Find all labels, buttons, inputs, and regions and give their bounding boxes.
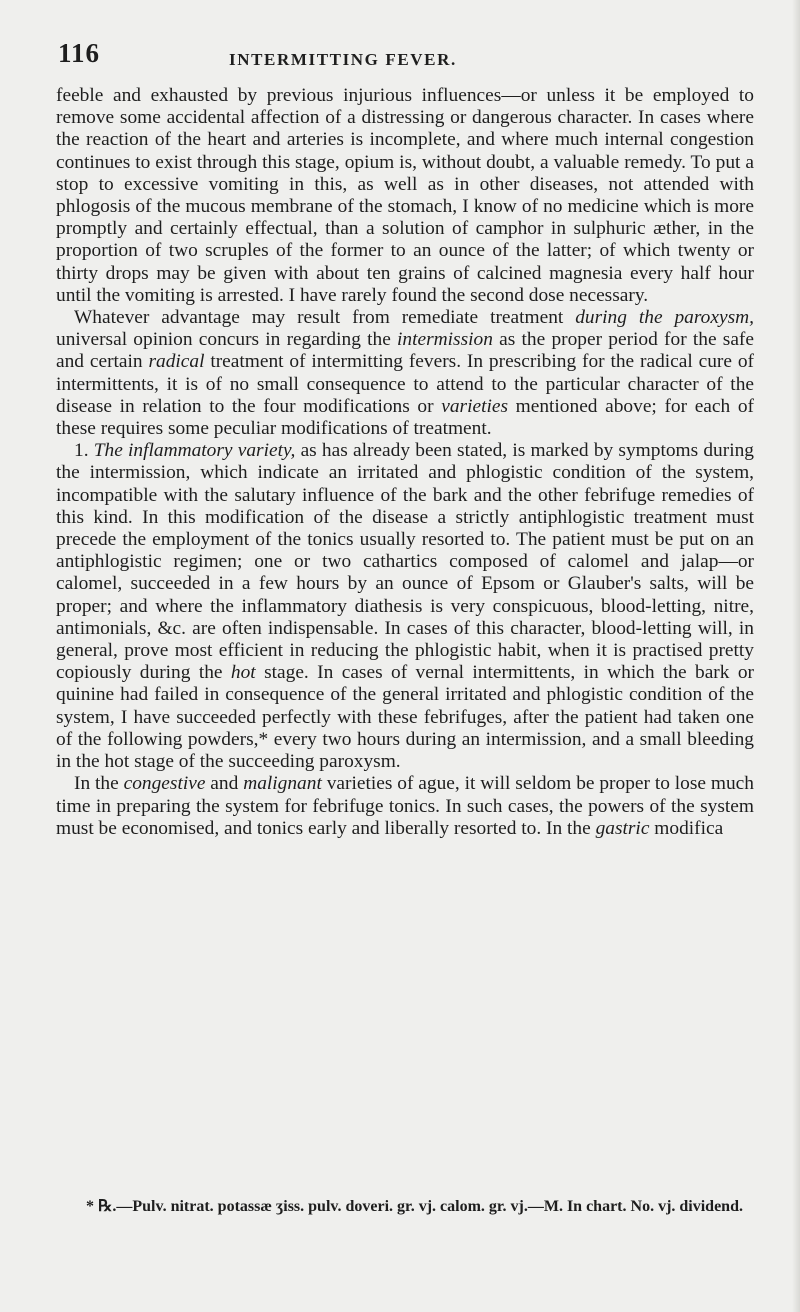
paragraph-1: feeble and exhausted by previous injurious influences—or unless it be employed to remove some accidental affection of a distressing or dangerous character. In cases where the reaction of the heart and arteries is incomplete, and where much internal congestion continues to exist through this stage, opium is, without doubt, a valuable remedy. To put a stop to excessive vomiting in this, as well as in other diseases, not attended with phlogosis of the mucous membrane of the stomach, I know of no medicine which is more promptly and certainly effectual, than a solution of camphor in sulphuric æther, in the proportion of two scruples of the former to an ounce of the latter; of which twenty or thirty drops may be given with about ten grains of calcined magnesia every half hour until the vomiting is arrested. I have rarely found the second dose necessary. <box>56 85 754 306</box>
body-text <box>56 85 754 840</box>
text-run: stage. In cases of vernal intermittents, in which the bark or quinine had failed in consequence of the general irritated and phlogistic condition of the system, I have succeeded perfectly with these febrifuges, after the patient had taken one of the following powders,* every two hours during an intermission, and a small bleeding in the hot stage of the succeeding paroxysm. <box>56 662 754 773</box>
paragraph-2 <box>56 307 754 440</box>
italic-run: congestive <box>123 773 206 795</box>
text-run: modifica <box>649 817 724 839</box>
footnote: * ℞.—Pulv. nitrat. potassæ ʒiss. pulv. doveri. gr. vj. calom. gr. vj.—M. In chart. No. vj. dividend. <box>86 1198 743 1215</box>
text-run: treatment of intermitting fevers. In prescribing for the radical cure of intermittents, it is of no small consequence to attend to the particular character of the disease in relation to the four modifications or <box>56 351 754 417</box>
running-head: INTERMITTING FEVER. <box>229 50 457 69</box>
italic-run: radical <box>148 351 205 373</box>
text-run: Whatever advantage may result from remediate treatment <box>74 307 576 329</box>
italic-run: gastric <box>595 817 650 839</box>
text-run: varieties of ague, it will seldom be proper to lose much time in preparing the system for febrifuge tonics. In such cases, the powers of the system must be economised, and tonics early and liberally resorted to. In the <box>56 773 754 839</box>
text-run: as the proper period for the safe and certain <box>56 329 754 373</box>
text-run: universal opinion concurs in regarding the <box>56 329 398 351</box>
paragraph-3 <box>56 440 754 773</box>
italic-run: during the paroxysm, <box>575 307 754 329</box>
text-run: 1. <box>74 440 94 462</box>
text-run: and <box>205 773 244 795</box>
text-run: as has already been stated, is marked by symptoms during the intermission, which indicate an irritated and phlogistic condition of the system, incompatible with the salutary influence of the bark and the other febrifuge remedies of this kind. In this modification of the disease a strictly antiphlogistic treatment must precede the employment of the tonics usually resorted to. The patient must be put on an antiphlogistic regimen; one or two cathartics composed of calomel and jalap—or calomel, succeeded in a few hours by an ounce of Epsom or Glauber's salts, will be proper; and where the inflammatory diathesis is very conspicuous, blood-letting, nitre, antimonials, &c. are often indispensable. In cases of this character, blood-letting will, in general, prove most efficient in reducing the phlogistic habit, when it is practised pretty copiously during the <box>56 440 754 684</box>
italic-run: malignant <box>243 773 322 795</box>
italic-run: varieties <box>441 395 509 417</box>
paragraph-4 <box>56 773 754 840</box>
italic-run: intermission <box>397 329 493 351</box>
page-edge-shadow <box>792 0 800 1312</box>
italic-run: The inflammatory variety, <box>93 440 296 462</box>
page-header <box>58 38 758 78</box>
page-number: 116 <box>58 38 101 68</box>
text-run: mentioned above; for each of these requires some peculiar modifications of treatment. <box>56 395 754 440</box>
italic-run: hot <box>230 662 256 684</box>
text-run: In the <box>74 773 124 795</box>
